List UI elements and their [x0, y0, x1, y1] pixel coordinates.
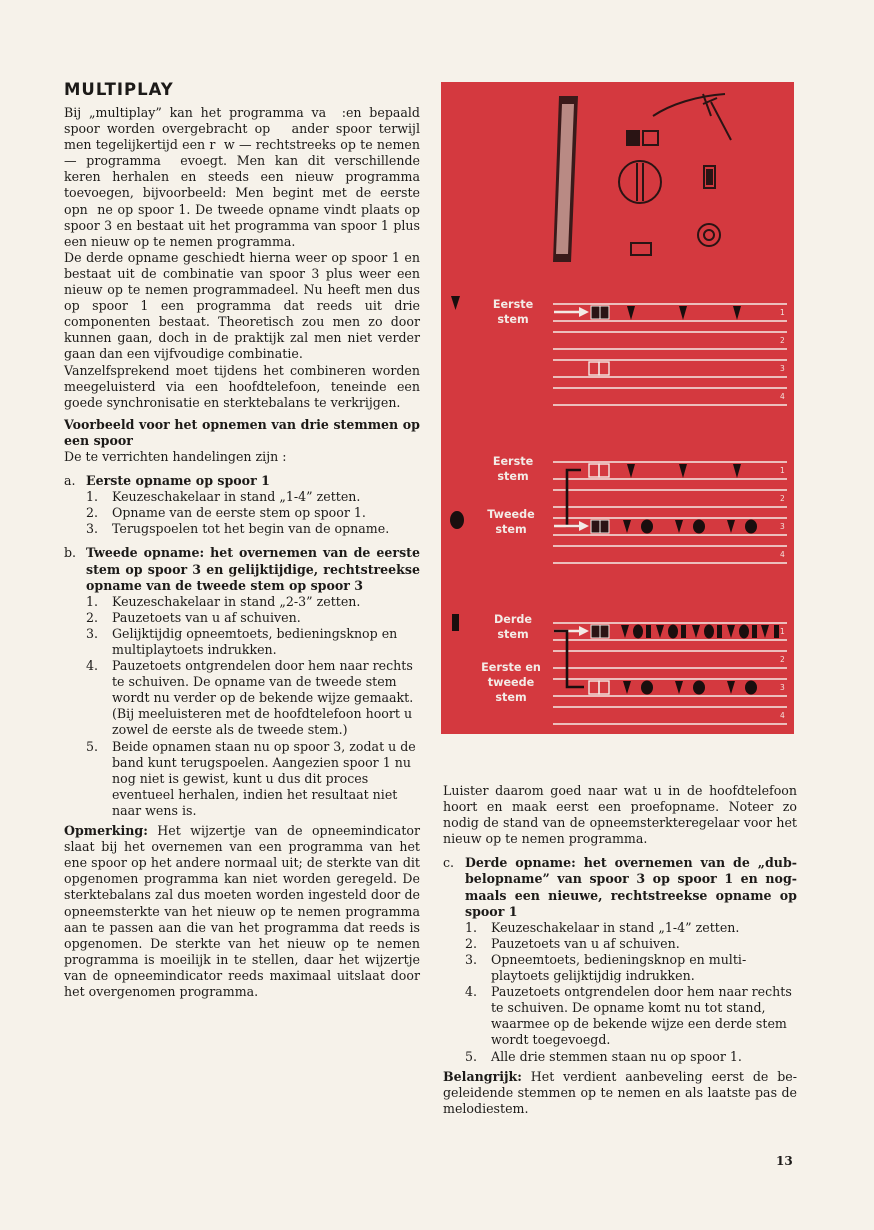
record-key-icon — [627, 131, 639, 145]
list-item — [465, 1049, 797, 1065]
step-number: 3. — [465, 951, 478, 967]
remark-paragraph — [64, 823, 420, 1000]
section-a-letter: a. — [64, 473, 76, 489]
track-number: 4 — [780, 550, 785, 559]
voice-one-symbol-icon — [451, 296, 460, 310]
step-number: 1. — [465, 919, 478, 935]
step-number: 3. — [86, 625, 99, 641]
track-number: 1 — [780, 627, 785, 636]
section-b-steps — [64, 594, 420, 819]
step-number: 2. — [465, 935, 478, 951]
step-text: Pauzetoets ontgrendelen door hem naar rechts te schuiven. De opname van de tweede stem wordt nu verder op de bekende wijze gemaakt. (Bij meeluisteren met de hoofdtelefoon hoort u zowel de eerste als de tweede stem.) — [112, 658, 414, 738]
voice-two-symbol-icon — [450, 511, 464, 529]
section-a-heading: Eerste opname op spoor 1 — [86, 473, 270, 489]
step-number: 5. — [86, 738, 99, 754]
list-item — [86, 505, 420, 521]
list-item — [86, 658, 420, 738]
list-item — [86, 610, 420, 626]
important-text: Het verdient aanbeveling eerst de begeleidende stemmen op te nemen en als laatste pas de melodiestem. — [443, 1068, 797, 1116]
step-text: Pauzetoets ontgrendelen door hem naar rechts te schuiven. De opname komt nu tot stand, waarmee op de bekende wijze een derde stem wordt toegevoegd. — [491, 984, 792, 1048]
select-key-icon — [631, 243, 651, 255]
intro-paragraph-3: Vanzelfsprekend moet tijdens het combineren worden meegeluisterd via een hoofdtelefoon, teneinde een goede synchronisatie en sterktebalans te verkrijgen. — [64, 362, 420, 410]
important-label: Belangrijk: — [443, 1068, 522, 1084]
section-a-steps — [64, 489, 420, 537]
control-knob-icon — [619, 161, 661, 203]
step-text: Keuzeschakelaar in stand „2-3” zetten. — [112, 593, 361, 609]
page-title: MULTIPLAY — [64, 80, 174, 99]
multiplay-diagram — [441, 82, 794, 734]
track-number: 1 — [780, 466, 785, 475]
section-c-heading: Derde opname: het overnemen van de „dubbelopname” van spoor 3 op spoor 1 en nogmaals een nieuwe, rechtstreekse opname op spoor 1 — [465, 855, 797, 919]
step-text: Beide opnamen staan nu op spoor 3, zodat u de band kunt terugspoelen. Aangezien spoor 1 nu nog niet is gewist, kunt u dus dit proces eventueel herhalen, indien het resultaat niet naar wens is. — [112, 738, 416, 818]
step-text: Pauzetoets van u af schuiven. — [112, 609, 301, 625]
important-paragraph — [443, 1069, 797, 1117]
list-item — [86, 489, 420, 505]
continue-paragraph: Luister daarom goed naar wat u in de hoofdtelefoon hoort en maak eerst een proefopname. Noteer zo nodig de stand van de opneemsterkteregelaar voor het nieuw op te nemen programma. — [443, 783, 797, 847]
label-first-and-second-voice: Eerste en tweede stem — [481, 661, 541, 704]
label-third-voice: Derde stem — [494, 613, 532, 641]
label-first-voice-2: Eerste stem — [492, 455, 534, 483]
section-b-letter: b. — [64, 545, 77, 561]
step-number: 4. — [86, 658, 99, 674]
track-number: 2 — [780, 655, 785, 664]
section-c — [443, 855, 797, 1064]
section-a — [64, 473, 420, 537]
step-number: 3. — [86, 521, 99, 537]
track-group-3 — [553, 623, 787, 724]
step-text: Gelijktijdig opneemtoets, bedieningsknop en multiplaytoets indrukken. — [112, 625, 398, 657]
track-group-2 — [553, 462, 787, 563]
section-c-steps — [443, 920, 797, 1065]
track-number: 2 — [780, 336, 785, 345]
step-text: Alle drie stemmen staan nu op spoor 1. — [491, 1048, 742, 1064]
list-item — [86, 521, 420, 537]
remark-text: Het wijzertje van de opneemindicator slaat bij het overnemen van een programma van het ene spoor op het andere normaal uit; de sterkte van dit opgenomen programma kan niet worden geregeld. De sterktebalans zal dus moeten worden ingesteld door de opneemsterkte van het nieuw op te nemen programma aan te passen aan die van het programma dat reeds is opgenomen. De sterkte van het nieuw op te nemen programma is moeilijk in te stellen, daar het wijzertje van de opneemindicator reeds maximaal uitslaat door het overgenomen programma. — [64, 823, 420, 999]
right-column — [443, 783, 797, 1117]
step-number: 2. — [86, 505, 99, 521]
intro-paragraph-2: De derde opname geschiedt hierna weer op spoor 1 en bestaat uit de combinatie van spoor 3 plus weer een nieuw op te nemen programmadeel. Nu heeft men dus op spoor 1 een programma dat reeds uit drie componenten bestaat. Theoretisch zou men zo door kunnen gaan, doch in de praktijk zal men niet verder gaan dan een vijfvoudige combinatie. — [64, 249, 420, 362]
list-item — [465, 936, 797, 952]
track-number: 4 — [780, 392, 785, 401]
list-item — [86, 739, 420, 819]
step-number: 1. — [86, 489, 99, 505]
track-number: 4 — [780, 711, 785, 720]
track-group-1 — [553, 304, 787, 405]
track-number: 3 — [780, 364, 785, 373]
voice-three-symbol-icon — [452, 614, 459, 631]
step-number: 2. — [86, 609, 99, 625]
list-item — [86, 594, 420, 610]
track-number: 3 — [780, 683, 785, 692]
step-number: 1. — [86, 593, 99, 609]
step-text: Terugspoelen tot het begin van de opname. — [112, 521, 390, 537]
actions-intro: De te verrichten handelingen zijn : — [64, 448, 287, 464]
step-text: Opneemtoets, bedieningsknop en multiplaytoets gelijktijdig indrukken. — [491, 951, 747, 984]
label-first-voice: Eerste stem — [492, 298, 534, 326]
list-item — [465, 952, 797, 984]
label-second-voice: Tweede stem — [487, 508, 535, 536]
multiplay-button-icon — [698, 224, 720, 246]
step-text: Opname van de eerste stem op spoor 1. — [112, 505, 366, 521]
page-number: 13 — [776, 1154, 793, 1168]
intro-paragraph-1: Bij „multiplay” kan het programma va ​ ​:en bepaald spoor worden overgebracht op ​ ​ ander spoor terwijl men tegelijkertijd een r ​ ​w — rechtstreeks op te nemen — programma ​ ​evoegt. Men kan dit verschillende keren herhalen en steeds een nieuw programma toevoegen, bijvoorbeeld: Men begint met de eerste opn ​ ​ne op spoor 1. De tweede opname vindt plaats op spoor 3 en bestaat uit het programma van spoor 1 plus een nieuw op te nemen programma. — [64, 105, 420, 249]
example-heading: Voorbeeld voor het opnemen van drie stemmen op een spoor — [64, 416, 420, 448]
remark-label: Opmerking: — [64, 823, 148, 839]
track-number: 1 — [780, 308, 785, 317]
section-c-letter: c. — [443, 855, 455, 871]
track-number: 2 — [780, 494, 785, 503]
step-text: Pauzetoets van u af schuiven. — [491, 935, 680, 951]
list-item — [465, 984, 797, 1048]
tape-deck-sketch — [553, 94, 731, 262]
track-number: 3 — [780, 522, 785, 531]
step-number: 4. — [465, 984, 478, 1000]
list-item — [86, 626, 420, 658]
step-text: Keuzeschakelaar in stand „1-4” zetten. — [491, 919, 740, 935]
step-number: 5. — [465, 1048, 478, 1064]
section-b-heading: Tweede opname: het overnemen van de eerste stem op spoor 3 en gelijktijdige, rechtstreekse opname van de tweede stem op spoor 3 — [86, 545, 420, 593]
section-b — [64, 545, 420, 819]
lever-icon — [653, 94, 725, 116]
list-item — [465, 920, 797, 936]
step-text: Keuzeschakelaar in stand „1-4” zetten. — [112, 489, 361, 505]
left-column — [64, 80, 420, 1000]
